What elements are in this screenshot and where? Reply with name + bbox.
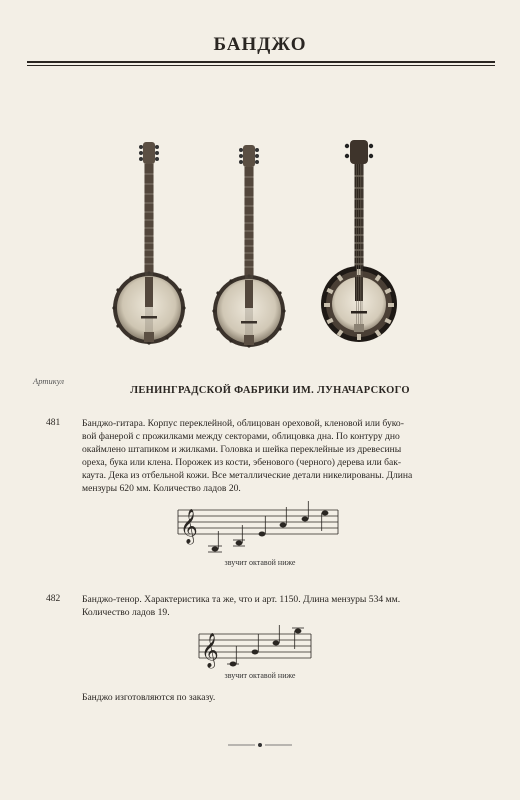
banjo-image <box>210 143 290 355</box>
description-line: окаймлено штапиком и жилками. Головка и шейка переклейные из древесины <box>82 444 402 456</box>
banjo-tenor-image <box>320 138 400 348</box>
description-line: мензуры 620 мм. Количество ладов 20. <box>82 483 241 495</box>
article-description <box>82 593 490 619</box>
title-rule-thick <box>27 61 495 63</box>
octave-caption: звучит октавой ниже <box>224 671 296 680</box>
tuning-staff <box>170 498 350 558</box>
svg-text:𝄞: 𝄞 <box>201 633 219 668</box>
section-heading: ЛЕНИНГРАДСКОЙ ФАБРИКИ ИМ. ЛУНАЧАРСКОГО <box>130 385 410 396</box>
description-line: Количество ладов 19. <box>82 607 170 619</box>
description-line: вой фанерой с прожилками между секторами, облицовка дна. По контуру дно <box>82 431 400 443</box>
svg-text:𝄞: 𝄞 <box>180 509 198 544</box>
description-line: Банджо-гитара. Корпус переклейной, облицован ореховой, кленовой или буко- <box>82 418 404 429</box>
article-description <box>82 417 490 496</box>
description-line: каута. Дека из отбельной кожи. Все металлические детали никелированы. Длина <box>82 470 413 482</box>
article-number: 482 <box>46 594 61 604</box>
description-line: ореха, бука или клена. Порожек из кости, эбенового (черного) дерева или бак- <box>82 457 402 469</box>
title-rule-thin <box>27 65 495 66</box>
article-number: 481 <box>46 418 61 428</box>
order-note: Банджо изготовляются по заказу. <box>82 693 216 703</box>
divider-ornament <box>228 741 292 749</box>
page-title: БАНДЖО <box>213 34 307 55</box>
tuning-staff <box>193 620 323 672</box>
description-line: Банджо-тенор. Характеристика та же, что и арт. 1150. Длина мензуры 534 мм. <box>82 594 401 605</box>
octave-caption: звучит октавой ниже <box>224 558 296 567</box>
artikul-label: Артикул <box>33 376 64 386</box>
banjo-guitar-image <box>110 140 190 350</box>
